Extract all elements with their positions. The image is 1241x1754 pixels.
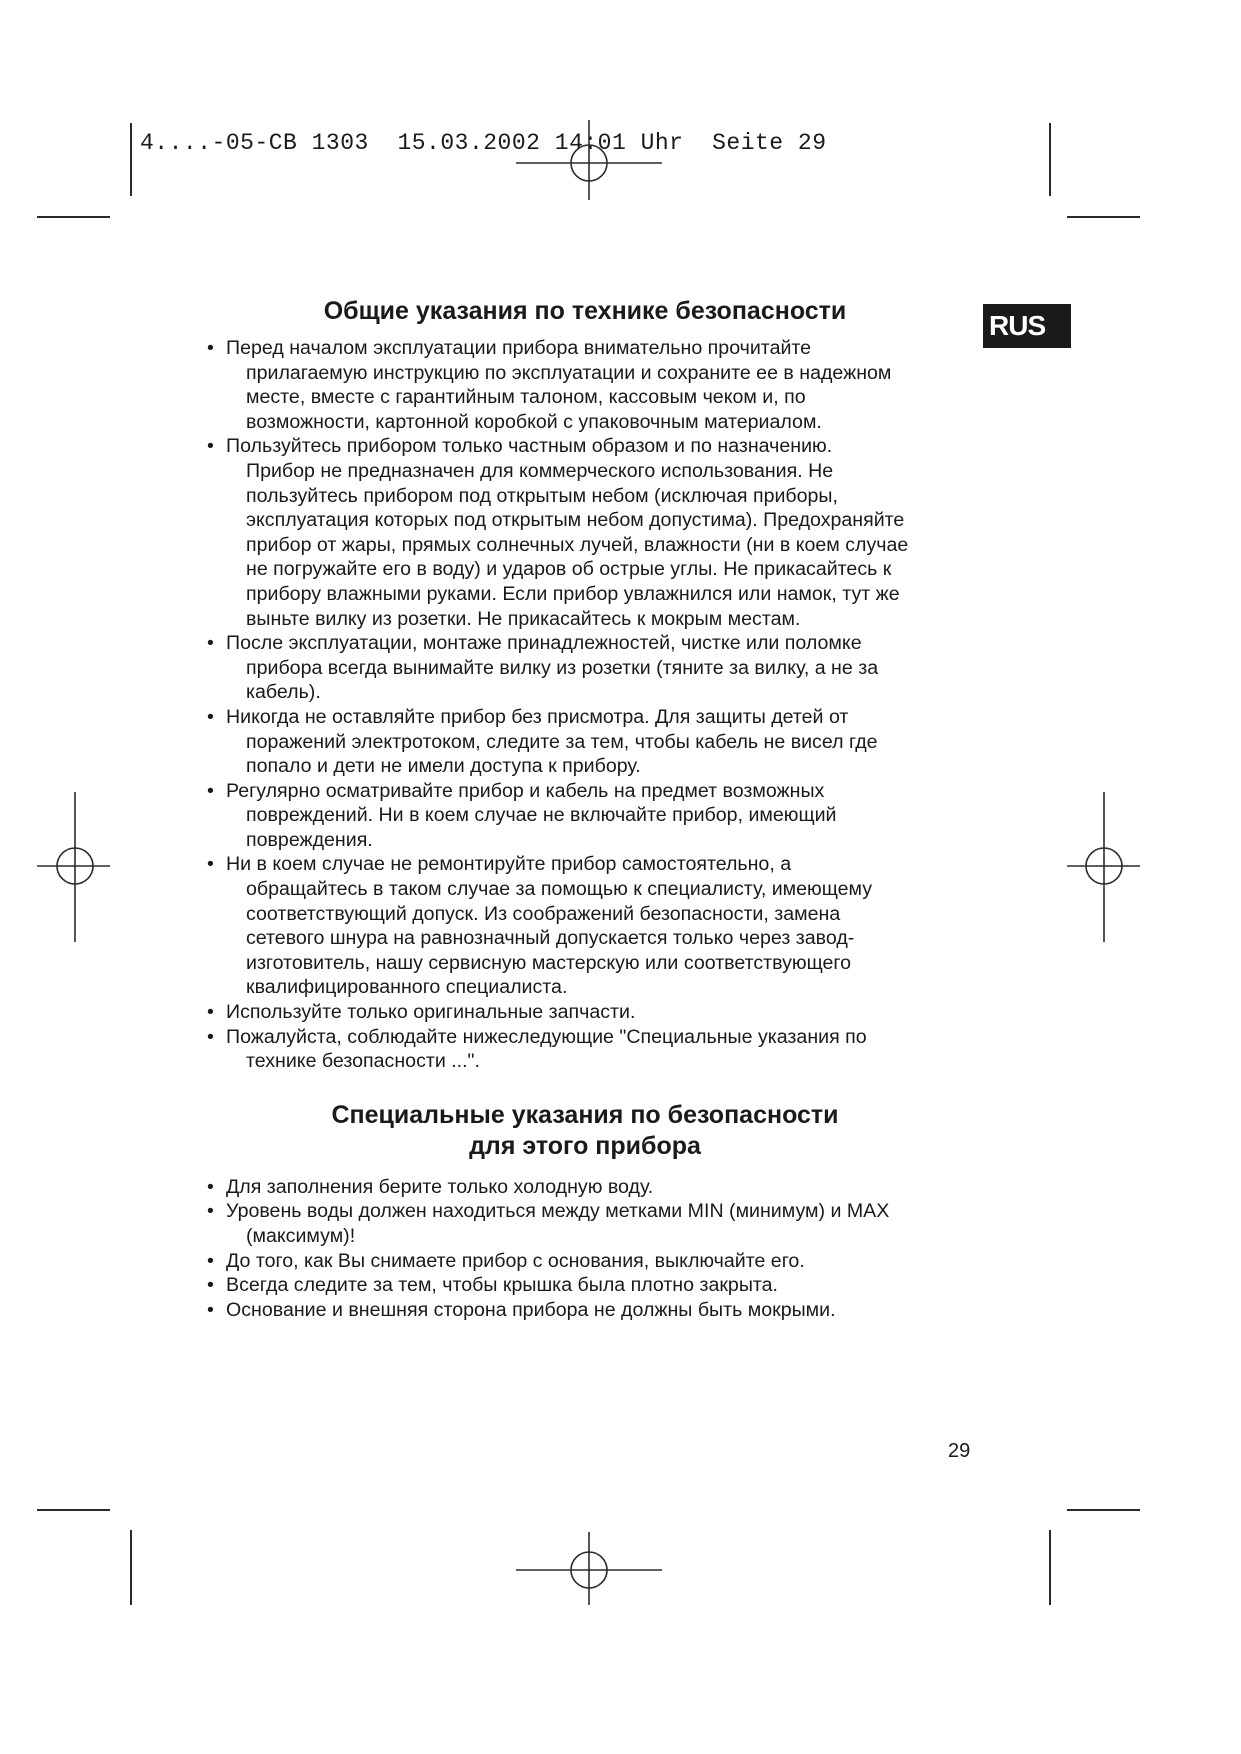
list-item-line: прибор от жары, прямых солнечных лучей, влажности (ни в коем случае — [246, 533, 909, 556]
list-item-line: Для заполнения берите только холодную воду. — [226, 1175, 654, 1198]
list-item-line: месте, вместе с гарантийным талоном, кассовым чеком и, по — [246, 386, 806, 409]
list-item — [205, 705, 975, 779]
bullet-icon: • — [207, 1001, 214, 1024]
list-item-line: Пожалуйста, соблюдайте нижеследующие "Специальные указания по — [226, 1025, 867, 1048]
list-item-line: поражений электротоком, следите за тем, чтобы кабель не висел где — [246, 730, 878, 753]
list-item-line: Уровень воды должен находиться между метками MIN (минимум) и MAX — [226, 1200, 890, 1223]
print-slug: 4....-05-CB 1303 15.03.2002 14:01 Uhr Seite 29 — [140, 130, 827, 156]
list-item-line: пользуйтесь прибором под открытым небом (исключая приборы, — [246, 484, 838, 507]
list-item-line: До того, как Вы снимаете прибор с основания, выключайте его. — [226, 1249, 805, 1272]
page-content — [205, 296, 975, 1322]
list-item-line: повреждений. Ни в коем случае не включайте прибор, имеющий — [246, 804, 837, 827]
list-item-line: прибора всегда вынимайте вилку из розетки (тяните за вилку, а не за — [246, 656, 879, 679]
list-item-line: Прибор не предназначен для коммерческого использования. Не — [246, 459, 834, 482]
list-item-line: Никогда не оставляйте прибор без присмотра. Для защиты детей от — [226, 705, 849, 728]
bullet-icon: • — [207, 1200, 214, 1223]
section-title-special — [205, 1100, 965, 1162]
bullet-icon: • — [207, 632, 214, 655]
list-item — [205, 1175, 975, 1200]
list-item-line: Используйте только оригинальные запчасти. — [226, 1001, 636, 1024]
list-item-line: соответствующий допуск. Из соображений безопасности, замена — [246, 902, 841, 925]
list-item-line: выньте вилку из розетки. Не прикасайтесь к мокрым местам. — [246, 607, 801, 630]
bullet-icon: • — [207, 779, 214, 802]
list-item-line: возможности, картонной коробкой с упаковочным материалом. — [246, 410, 822, 433]
list-item-line: сетевого шнура на равнозначный допускается только через завод- — [246, 927, 855, 950]
bullet-icon: • — [207, 853, 214, 876]
bullet-icon: • — [207, 1298, 214, 1321]
list-item-line: квалифицированного специалиста. — [246, 976, 568, 999]
list-item-line: обращайтесь в таком случае за помощью к специалисту, имеющему — [246, 878, 872, 901]
list-item-line: Регулярно осматривайте прибор и кабель на предмет возможных — [226, 779, 825, 802]
list-item-line: прилагаемую инструкцию по эксплуатации и сохраните ее в надежном — [246, 361, 892, 384]
list-item-line: повреждения. — [246, 828, 373, 851]
list-item — [205, 1273, 975, 1298]
list-item-line: технике безопасности ...". — [246, 1050, 480, 1073]
registration-mark-left — [37, 792, 110, 942]
list-item — [205, 779, 975, 853]
list-item — [205, 1025, 975, 1074]
section-title-special-line2: для этого прибора — [469, 1131, 701, 1160]
registration-mark-right — [1067, 792, 1140, 942]
list-item-line: Ни в коем случае не ремонтируйте прибор самостоятельно, а — [226, 853, 792, 876]
bullet-icon: • — [207, 705, 214, 728]
list-item — [205, 1298, 975, 1323]
registration-mark-bottom — [516, 1532, 662, 1605]
list-item-line: изготовитель, нашу сервисную мастерскую или соответствующего — [246, 951, 852, 974]
bullet-icon: • — [207, 1025, 214, 1048]
list-item — [205, 1249, 975, 1274]
registration-mark-top — [516, 120, 662, 200]
list-item — [205, 336, 975, 434]
list-item-line: попало и дети не имели доступа к прибору. — [246, 755, 641, 778]
list-item-line: Пользуйтесь прибором только частным образом и по назначению. — [226, 435, 833, 458]
language-tab: RUS — [983, 304, 1071, 348]
list-item — [205, 852, 975, 1000]
bullet-icon: • — [207, 1175, 214, 1198]
list-item — [205, 631, 975, 705]
special-safety-list — [205, 1175, 975, 1323]
section-title-special-line1: Специальные указания по безопасности — [331, 1100, 839, 1129]
list-item-line: Основание и внешняя сторона прибора не должны быть мокрыми. — [226, 1298, 836, 1321]
list-item-line: (максимум)! — [246, 1225, 356, 1247]
list-item-line: кабель). — [246, 681, 321, 704]
section-title-general: Общие указания по технике безопасности — [323, 297, 847, 325]
bullet-icon: • — [207, 435, 214, 458]
list-item-line: не погружайте его в воду) и ударов об острые углы. Не прикасайтесь к — [246, 558, 892, 581]
list-item — [205, 1199, 975, 1248]
bullet-icon: • — [207, 1249, 214, 1272]
list-item-line: Перед началом эксплуатации прибора внимательно прочитайте — [226, 337, 812, 359]
list-item-line: прибору влажными руками. Если прибор увлажнился или намок, тут же — [246, 582, 900, 605]
list-item-line: эксплуатация которых под открытым небом допустима). Предохраняйте — [246, 509, 905, 532]
list-item-line: Всегда следите за тем, чтобы крышка была плотно закрыта. — [226, 1274, 779, 1297]
list-item-line: После эксплуатации, монтаже принадлежностей, чистке или поломке — [226, 632, 862, 655]
list-item — [205, 434, 975, 631]
bullet-icon: • — [207, 337, 214, 359]
bullet-icon: • — [207, 1274, 214, 1297]
page-number: 29 — [948, 1440, 971, 1462]
general-safety-list — [205, 336, 975, 1074]
list-item — [205, 1000, 975, 1025]
